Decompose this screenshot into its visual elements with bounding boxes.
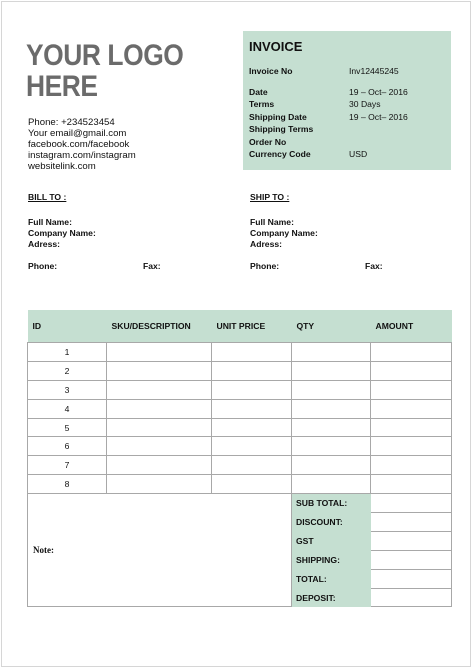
discount-label: DISCOUNT: (292, 513, 371, 532)
qty-cell[interactable] (292, 399, 371, 418)
total-value[interactable] (371, 569, 452, 588)
qty-cell[interactable] (292, 475, 371, 494)
invoice-date-value[interactable]: 19 – Oct– 2016 (349, 86, 408, 97)
table-row (28, 418, 452, 437)
row-id: 3 (28, 380, 107, 399)
row-id: 7 (28, 456, 107, 475)
line-items-table (27, 310, 452, 607)
sub-total-value[interactable] (371, 494, 452, 513)
unit-price-cell[interactable] (212, 418, 292, 437)
invoice-terms-value[interactable]: 30 Days (349, 99, 381, 109)
invoice-details-box (243, 31, 451, 170)
sku-cell[interactable] (107, 380, 212, 399)
qty-cell[interactable] (292, 456, 371, 475)
logo-line-1: YOUR LOGO (26, 39, 184, 72)
sku-cell[interactable] (107, 343, 212, 362)
qty-cell[interactable] (292, 343, 371, 362)
row-id: 5 (28, 418, 107, 437)
col-header-qty: QTY (292, 310, 371, 343)
gst-label: GST (292, 531, 371, 550)
shipping-date-label: Shipping Date (249, 111, 307, 122)
logo-placeholder (26, 40, 202, 102)
table-row (28, 399, 452, 418)
shipping-terms-row (249, 123, 445, 136)
contact-info (28, 117, 136, 172)
ship-to-title: SHIP TO : (250, 192, 290, 202)
shipping-date-value[interactable]: 19 – Oct– 2016 (349, 111, 408, 122)
logo-line-2: HERE (26, 70, 98, 103)
contact-phone: Phone: +234523454 (28, 117, 115, 128)
shipping-terms-label: Shipping Terms (249, 124, 314, 134)
bill-to-title: BILL TO : (28, 192, 67, 202)
col-header-id: ID (28, 310, 107, 343)
table-row (28, 343, 452, 362)
ship-to-section (250, 192, 450, 272)
currency-code-label: Currency Code (249, 149, 311, 159)
table-row (28, 456, 452, 475)
bill-to-company-name[interactable]: Company Name: (28, 228, 96, 238)
amount-cell[interactable] (371, 437, 452, 456)
totals-row-sub-total (28, 494, 452, 513)
bill-to-section (28, 192, 228, 272)
invoice-terms-row (249, 98, 445, 111)
sku-cell[interactable] (107, 456, 212, 475)
table-row (28, 361, 452, 380)
deposit-label: DEPOSIT: (292, 588, 371, 607)
gst-value[interactable] (371, 531, 452, 550)
qty-cell[interactable] (292, 361, 371, 380)
unit-price-cell[interactable] (212, 475, 292, 494)
invoice-number-value[interactable]: Inv12445245 (349, 66, 399, 76)
qty-cell[interactable] (292, 437, 371, 456)
bill-to-phone[interactable]: Phone: (28, 261, 58, 271)
invoice-date-label: Date (249, 86, 268, 97)
col-header-unit-price: UNIT PRICE (212, 310, 292, 343)
bill-to-full-name[interactable]: Full Name: (28, 217, 72, 227)
amount-cell[interactable] (371, 475, 452, 494)
unit-price-cell[interactable] (212, 361, 292, 380)
deposit-value[interactable] (371, 588, 452, 607)
note-field[interactable]: Note: (28, 494, 292, 607)
amount-cell[interactable] (371, 418, 452, 437)
invoice-number-label: Invoice No (249, 66, 293, 76)
shipping-value[interactable] (371, 550, 452, 569)
amount-cell[interactable] (371, 380, 452, 399)
sku-cell[interactable] (107, 475, 212, 494)
discount-value[interactable] (371, 513, 452, 532)
sku-cell[interactable] (107, 399, 212, 418)
shipping-terms-value[interactable] (349, 123, 445, 136)
table-row (28, 475, 452, 494)
unit-price-cell[interactable] (212, 380, 292, 399)
total-label: TOTAL: (292, 569, 371, 588)
table-row (28, 437, 452, 456)
currency-code-value[interactable]: USD (349, 149, 368, 159)
ship-to-contact-row (250, 261, 450, 272)
table-header-row (28, 310, 452, 343)
contact-instagram: instagram.com/instagram (28, 150, 136, 161)
order-no-label: Order No (249, 136, 287, 147)
unit-price-cell[interactable] (212, 399, 292, 418)
bill-to-contact-row (28, 261, 228, 272)
contact-facebook: facebook.com/facebook (28, 139, 130, 150)
currency-code-row (249, 148, 445, 161)
amount-cell[interactable] (371, 399, 452, 418)
ship-to-company-name[interactable]: Company Name: (250, 228, 318, 238)
table-row (28, 380, 452, 399)
shipping-label: SHIPPING: (292, 550, 371, 569)
qty-cell[interactable] (292, 418, 371, 437)
amount-cell[interactable] (371, 361, 452, 380)
invoice-title: INVOICE (249, 39, 303, 54)
invoice-number-row (249, 65, 445, 78)
sub-total-label: SUB TOTAL: (292, 494, 371, 513)
unit-price-cell[interactable] (212, 437, 292, 456)
unit-price-cell[interactable] (212, 343, 292, 362)
contact-website: websitelink.com (28, 161, 96, 172)
order-no-value[interactable] (349, 136, 445, 149)
invoice-terms-label: Terms (249, 99, 275, 109)
col-header-amount: AMOUNT (371, 310, 452, 343)
bill-to-address[interactable]: Adress: (28, 239, 60, 249)
row-id: 4 (28, 399, 107, 418)
row-id: 2 (28, 361, 107, 380)
sku-cell[interactable] (107, 437, 212, 456)
col-header-sku-description: SKU/DESCRIPTION (107, 310, 212, 343)
amount-cell[interactable] (371, 456, 452, 475)
contact-email: Your email@gmail.com (28, 128, 127, 139)
sku-cell[interactable] (107, 361, 212, 380)
ship-to-address[interactable]: Adress: (250, 239, 282, 249)
ship-to-phone[interactable]: Phone: (250, 261, 280, 271)
unit-price-cell[interactable] (212, 456, 292, 475)
ship-to-fax[interactable]: Fax: (365, 261, 383, 271)
bill-to-fax[interactable]: Fax: (143, 261, 161, 271)
qty-cell[interactable] (292, 380, 371, 399)
ship-to-full-name[interactable]: Full Name: (250, 217, 294, 227)
amount-cell[interactable] (371, 343, 452, 362)
invoice-date-row (249, 86, 445, 99)
row-id: 6 (28, 437, 107, 456)
row-id: 8 (28, 475, 107, 494)
shipping-date-row (249, 111, 445, 124)
row-id: 1 (28, 343, 107, 362)
order-no-row (249, 136, 445, 149)
sku-cell[interactable] (107, 418, 212, 437)
